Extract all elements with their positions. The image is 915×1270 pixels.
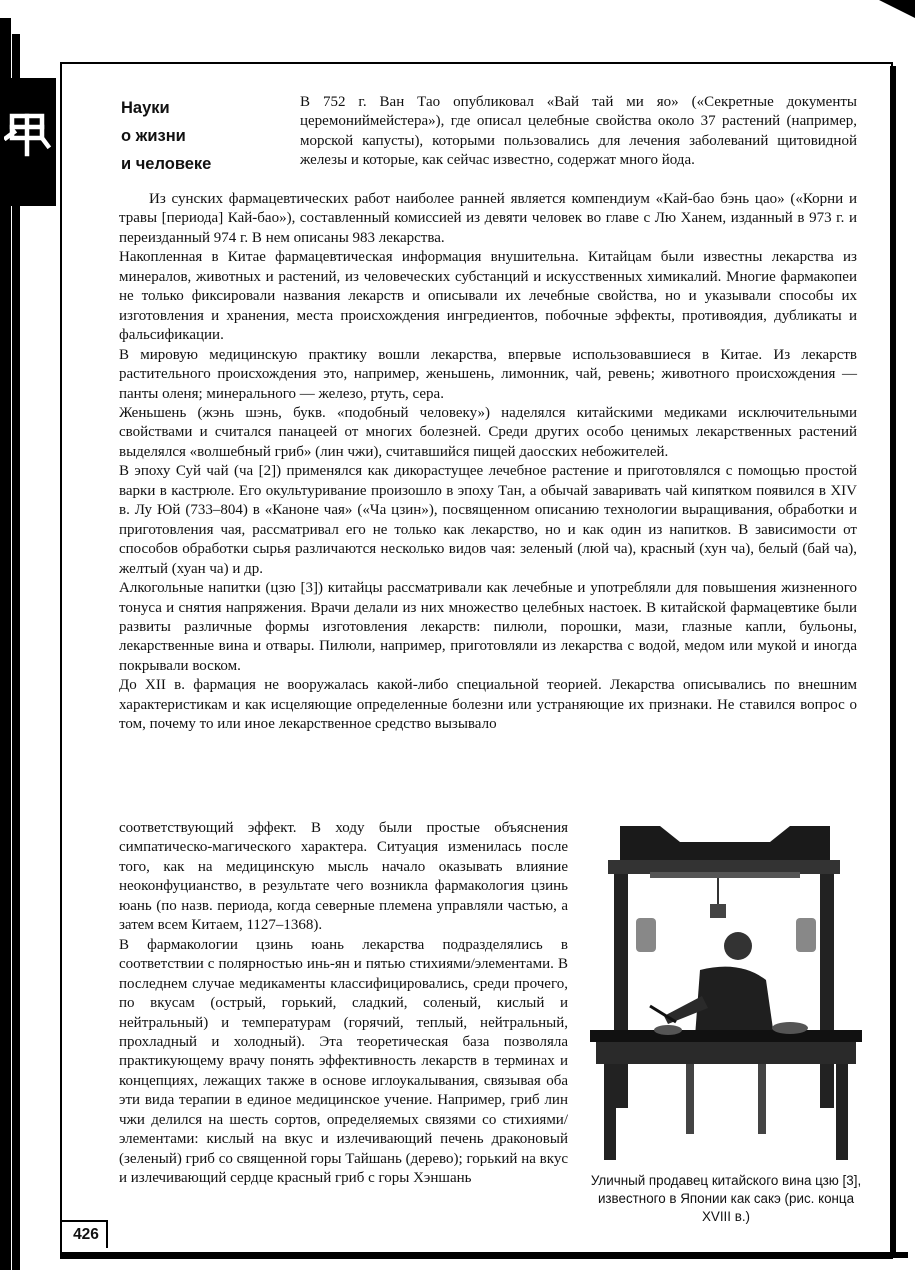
- edge-bar-inner: [12, 34, 20, 1270]
- page-corner-mark: [879, 0, 915, 18]
- intro-column: [300, 93, 857, 171]
- body-text: [119, 190, 857, 735]
- figure-caption: Уличный продавец китайского вина цзю [3], известного в Японии как сакэ (рис. конца XVIII в.): [590, 1173, 862, 1224]
- paragraph: Женьшень (жэнь шэнь, букв. «подобный человеку») наделялся китайскими медиками исключительными свойствами и считался панацеей от многих болезней. Среди других особо ценимых лекарственных растений выделялся «волшебный гриб» (лин чжи), считавшийся пищей даосских небожителей.: [119, 404, 857, 460]
- frame-bottom-rule: [62, 1252, 908, 1258]
- paragraph: В эпоху Суй чай (ча [2]) применялся как дикорастущее лечебное растение и приготовлялся с помощью простой варки в кастрюле. Его окультуривание произошло в эпоху Тан, а обычай заваривать чай кипятком появился в XIV в. Лу Юй (733–804) в «Каноне чая» («Ча цзин»), посвященном описанию технологии выращивания, обработки и приготовления чая, рассматривал его не только как лекарство, но и как один из напитков. В зависимости от способов обработки сырья различаются несколько видов чая: зеленый (люй ча), красный (хун ча), белый (бай ча), желтый (хуан ча) и др.: [119, 463, 857, 577]
- paragraph: В 752 г. Ван Тао опубликовал «Вай тай ми яо» («Секретные документы церемониймейстера»), где описал целебные свойства около 37 растений (например, морской капусты), которыми пользовались для лечения заболеваний щитовидной железы и которые, как сейчас известно, содержат много йода.: [300, 94, 857, 169]
- section-heading: [121, 94, 271, 178]
- paragraph: Накопленная в Китае фармацевтическая информация внушительна. Китайцам были известны лекарства из минералов, животных и растений, из человеческих субстанций и искусственных химикалий. Многие фармакопеи не только фиксировали названия лекарств и описывали их лечебные свойства, но и указывали способы их изготовления и хранения, места происхождения ингредиентов, побочные эффекты, противоядия, дубликаты и фальсификации.: [119, 249, 857, 344]
- heading-line: и человеке: [121, 155, 212, 173]
- paragraph: В фармакологии цзинь юань лекарства подразделялись в соответствии с полярностью инь-ян и пятью стихиями/элементами. В последнем случае медикаменты классифицировались, среди прочего, по вкусам (острый, горький, сладкий, соленый, кислый и нейтральный) и температурам (горячий, теплый, нейтральный, прохладный и холодный). Эта теоретическая база позволяла практикующему врачу понять эффективность лекарств в терминах и концепциях, лежащих также в основе иглоукалывания, связывая оба эти вида терапии в единое медицинское учение. Например, гриб лин чжи делился на шесть сортов, определяемых связями со стихиями/элементами: кислый на вкус и излечивающий печень драконовый (зеленый) гриб со священной горы Тайшань (дерево); горький на вкус и излечивающий сердце красный гриб с горы Хэншань: [119, 936, 568, 1187]
- heading-line: Науки: [121, 99, 170, 117]
- frame-right-rule: [890, 66, 896, 1258]
- heading-line: о жизни: [121, 127, 186, 145]
- paragraph: Алкогольные напитки (цзю [3]) китайцы рассматривали как лечебные и употребляли для повышения жизненного тонуса и снятия напряжения. Врачи делали из них множество целебных настоек. В китайской фармацевтике были развиты различные формы изготовления лекарств: пилюли, порошки, мази, глазные капли, бульоны, лекарственные вина и отвары. Пилюли, например, приготовляли из лекарства с водой, медом или мукой и иногда покрывали воском.: [119, 580, 857, 674]
- paragraph: До XII в. фармация не вооружалась какой-либо специальной теорией. Лекарства описывались по внешним характеристикам и как исцеляющие определенные болезни или устраняющие их признаки. Не ставился вопрос о том, почему то или иное лекарственное средство вызывало: [119, 677, 857, 733]
- chapter-glyph-icon: [4, 108, 52, 158]
- page-number: 426: [66, 1222, 108, 1248]
- paragraph: В мировую медицинскую практику вошли лекарства, впервые использовавшиеся в Китае. Из лекарств растительного происхождения это, например, женьшень, лимонник, чай, ревень; животного происхождения — панты оленя; минерального — железо, ртуть, сера.: [119, 346, 857, 402]
- paragraph: Из сунских фармацевтических работ наиболее ранней является компендиум «Кай-бао бэнь цао» («Корни и травы [периода] Кай-бао»), составленный комиссией из девяти человек во главе с Лю Ханем, изданный в 973 г. и переизданный 974 г. В нем описаны 983 лекарства.: [119, 191, 857, 246]
- paragraph: соответствующий эффект. В ходу были простые объяснения симпатическо-магического характера. Ситуация изменилась после того, как на медицинскую мысль начало оказывать влияние неоконфуцианство, в результате чего возникла фармакология цзинь юань (по назв. периода, когда северные племена управляли частью, а затем всем Китаем, 1127–1368).: [119, 820, 568, 934]
- wine-vendor-illustration: [590, 820, 862, 1162]
- body-text-column: [119, 819, 568, 1189]
